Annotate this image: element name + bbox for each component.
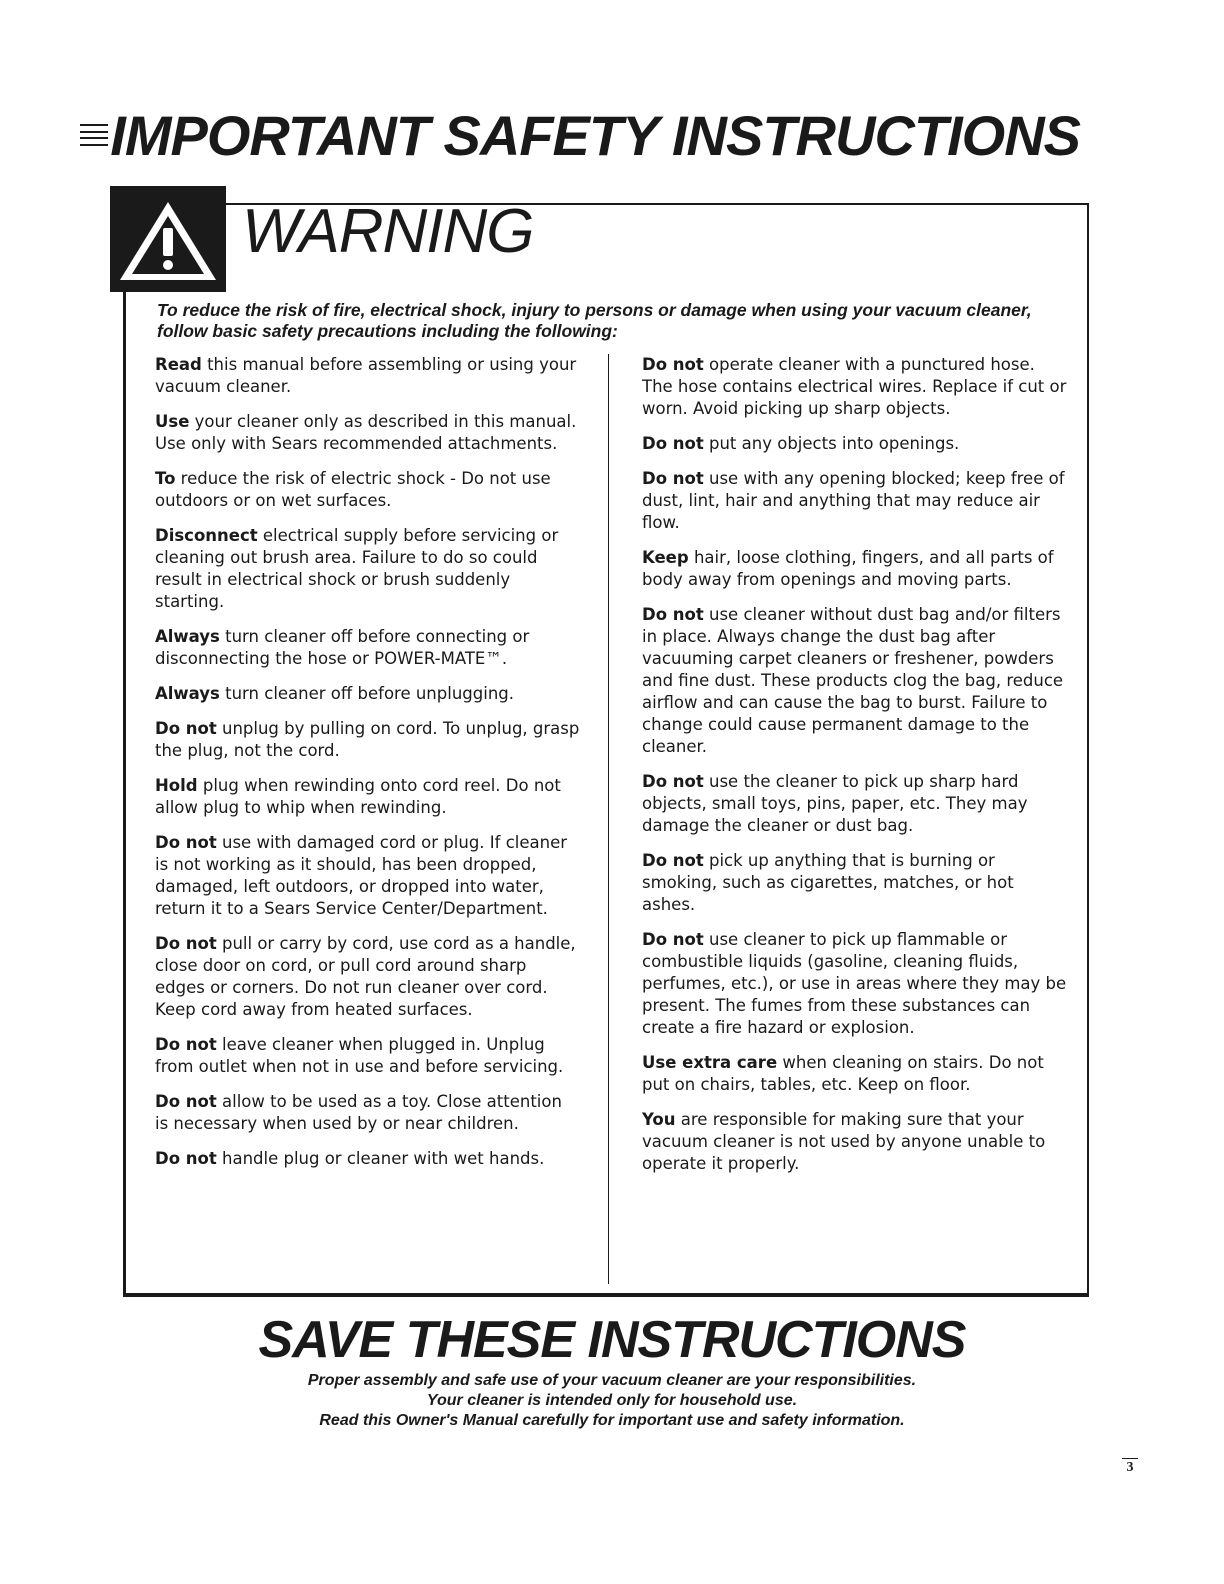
instruction-lead: To xyxy=(155,469,176,488)
instruction-text: hair, loose clothing, fingers, and all parts of body away from openings and moving parts. xyxy=(642,548,1054,589)
instruction-item xyxy=(642,1052,1067,1096)
instruction-text: turn cleaner off before unplugging. xyxy=(219,684,514,703)
instruction-item xyxy=(155,626,580,670)
instruction-item xyxy=(642,771,1067,837)
instruction-text: are responsible for making sure that your vacuum cleaner is not used by anyone unable to operate it properly. xyxy=(642,1110,1046,1173)
instruction-text: handle plug or cleaner with wet hands. xyxy=(216,1149,545,1168)
instruction-lead: Use xyxy=(155,412,190,431)
instruction-text: pick up anything that is burning or smoking, such as cigarettes, matches, or hot ashes. xyxy=(642,851,1014,914)
page-title xyxy=(80,100,1080,170)
footer-line: Read this Owner's Manual carefully for important use and safety information. xyxy=(319,1412,905,1429)
right-instructions-column xyxy=(642,354,1067,1188)
instruction-text: reduce the risk of electric shock - Do not use outdoors or on wet surfaces. xyxy=(155,469,551,510)
instruction-lead: Do not xyxy=(642,772,704,791)
instruction-item xyxy=(155,1148,580,1170)
left-instructions-column xyxy=(155,354,580,1183)
instruction-item xyxy=(155,683,580,705)
page-number: 3 xyxy=(1122,1458,1138,1476)
instruction-item xyxy=(642,604,1067,758)
instruction-item xyxy=(642,547,1067,591)
instruction-text: use with damaged cord or plug. If cleaner is not working as it should, has been dropped, damaged, left outdoors, or dropped into water, return it to a Sears Service Center/Department. xyxy=(155,833,568,918)
title-rule-lines xyxy=(80,124,108,146)
instruction-item xyxy=(155,718,580,762)
instruction-item xyxy=(642,433,1067,455)
instruction-text: use cleaner to pick up flammable or combustible liquids (gasoline, cleaning fluids, perfumes, etc.), or use in areas where they may be present. The fumes from these substances can create a fire hazard or explosion. xyxy=(642,930,1067,1037)
instruction-item xyxy=(155,933,580,1021)
instruction-text: turn cleaner off before connecting or disconnecting the hose or POWER-MATE™. xyxy=(155,627,530,668)
instruction-lead: Do not xyxy=(155,1035,217,1054)
instruction-text: unplug by pulling on cord. To unplug, grasp the plug, not the cord. xyxy=(155,719,580,760)
instruction-item xyxy=(155,832,580,920)
instruction-item xyxy=(642,850,1067,916)
instruction-item xyxy=(642,468,1067,534)
instruction-lead: Do not xyxy=(642,605,704,624)
instruction-lead: Do not xyxy=(155,1149,217,1168)
instruction-lead: Do not xyxy=(155,934,217,953)
instruction-item xyxy=(155,468,580,512)
instruction-lead: Disconnect xyxy=(155,526,258,545)
page-title-text: IMPORTANT SAFETY INSTRUCTIONS xyxy=(110,103,1080,167)
instruction-lead: Use extra care xyxy=(642,1053,778,1072)
warning-heading: WARNING xyxy=(242,197,534,266)
instruction-lead: Do not xyxy=(642,930,704,949)
instruction-item xyxy=(642,929,1067,1039)
instruction-lead: Do not xyxy=(642,851,704,870)
instruction-text: when cleaning on stairs. Do not put on chairs, tables, etc. Keep on floor. xyxy=(642,1053,1044,1094)
instruction-text: use with any opening blocked; keep free of dust, lint, hair and anything that may reduce air flow. xyxy=(642,469,1065,532)
instruction-text: use cleaner without dust bag and/or filters in place. Always change the dust bag after vacuuming carpet cleaners or freshener, powders and fine dust. These products clog the bag, reduce airflow and can cause the bag to burst. Failure to change could cause permanent damage to the cleaner. xyxy=(642,605,1064,756)
instruction-lead: Keep xyxy=(642,548,689,567)
instruction-item xyxy=(155,525,580,613)
instruction-text: operate cleaner with a punctured hose. The hose contains electrical wires. Replace if cut or worn. Avoid picking up sharp objects. xyxy=(642,355,1067,418)
instruction-lead: Do not xyxy=(155,833,217,852)
instruction-lead: Do not xyxy=(642,434,704,453)
instruction-item xyxy=(155,1034,580,1078)
footer-line: Proper assembly and safe use of your vacuum cleaner are your responsibilities. xyxy=(307,1372,917,1389)
instruction-text: use the cleaner to pick up sharp hard objects, small toys, pins, paper, etc. They may damage the cleaner or dust bag. xyxy=(642,772,1028,835)
footer-line: Your cleaner is intended only for household use. xyxy=(426,1392,798,1409)
instruction-item xyxy=(155,411,580,455)
instruction-lead: Hold xyxy=(155,776,198,795)
instruction-lead: Do not xyxy=(155,719,217,738)
instruction-text: electrical supply before servicing or cleaning out brush area. Failure to do so could result in electrical shock or brush suddenly starting. xyxy=(155,526,559,611)
instruction-text: pull or carry by cord, use cord as a handle, close door on cord, or pull cord around sharp edges or corners. Do not run cleaner over cord. Keep cord away from heated surfaces. xyxy=(155,934,576,1019)
instruction-item xyxy=(155,1091,580,1135)
save-instructions-title: SAVE THESE INSTRUCTIONS xyxy=(258,1311,966,1369)
instruction-text: allow to be used as a toy. Close attention is necessary when used by or near children. xyxy=(155,1092,562,1133)
instruction-lead: You xyxy=(642,1110,676,1129)
instruction-text: plug when rewinding onto cord reel. Do not allow plug to whip when rewinding. xyxy=(155,776,561,817)
instruction-item xyxy=(642,354,1067,420)
instruction-text: leave cleaner when plugged in. Unplug from outlet when not in use and before servicing. xyxy=(155,1035,564,1076)
instruction-lead: Always xyxy=(155,684,220,703)
instruction-text: your cleaner only as described in this manual. Use only with Sears recommended attachments. xyxy=(155,412,577,453)
warning-triangle-icon xyxy=(110,186,226,292)
instruction-item xyxy=(642,1109,1067,1175)
instruction-lead: Do not xyxy=(155,1092,217,1111)
instruction-item xyxy=(155,775,580,819)
instruction-text: this manual before assembling or using your vacuum cleaner. xyxy=(155,355,577,396)
instruction-lead: Do not xyxy=(642,355,704,374)
column-divider xyxy=(608,354,609,1284)
instruction-text: put any objects into openings. xyxy=(703,434,960,453)
instruction-item xyxy=(155,354,580,398)
warning-intro: To reduce the risk of fire, electrical shock, injury to persons or damage when using your vacuum cleaner, follow basic safety precautions including the following: xyxy=(157,300,1032,341)
instruction-lead: Read xyxy=(155,355,202,374)
instruction-lead: Do not xyxy=(642,469,704,488)
instruction-lead: Always xyxy=(155,627,220,646)
